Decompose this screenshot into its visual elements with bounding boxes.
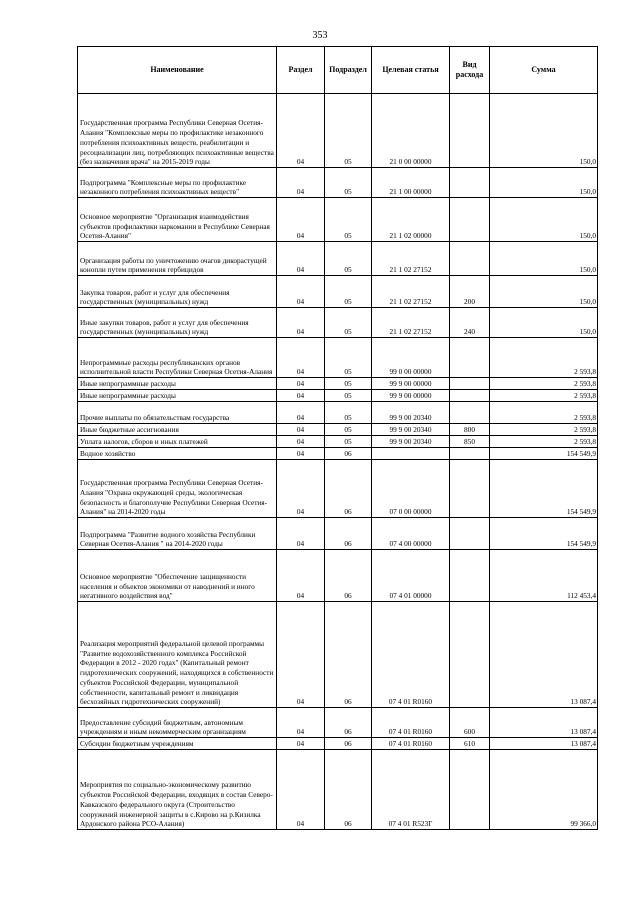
- table-row: [78, 436, 598, 448]
- row-target: 21 1 02 27152: [372, 276, 450, 308]
- row-name: Подпрограмма "Комплексные меры по профилактике незаконного потребления психоактивных веществ": [78, 168, 277, 198]
- header-subsection: Подраздел: [325, 47, 372, 94]
- row-target: 07 4 01 R0160: [372, 708, 450, 738]
- row-target: 21 1 02 00000: [372, 198, 450, 242]
- table-row: [78, 448, 598, 460]
- row-section: 04: [277, 390, 325, 402]
- row-kind: [450, 402, 490, 424]
- row-amount: 112 453,4: [490, 550, 598, 602]
- row-kind: 850: [450, 436, 490, 448]
- row-target: 99 9 00 20340: [372, 402, 450, 424]
- row-kind: [450, 378, 490, 390]
- row-kind: [450, 94, 490, 168]
- row-amount: 13 087,4: [490, 738, 598, 750]
- page-number: 353: [312, 30, 328, 41]
- row-kind: [450, 550, 490, 602]
- row-name: Государственная программа Республики Северная Осетия-Алания "Охрана окружающей среды, экологическая безопасность и благополучие Республики Северная Осетия-Алания" на 2014-2020 годы: [78, 460, 277, 518]
- table-row: [78, 402, 598, 424]
- row-section: 04: [277, 94, 325, 168]
- table-row: [78, 308, 598, 338]
- row-amount: 99 366,0: [490, 750, 598, 830]
- row-subsection: 05: [325, 308, 372, 338]
- row-section: 04: [277, 168, 325, 198]
- row-subsection: 05: [325, 276, 372, 308]
- table-row: [78, 708, 598, 738]
- row-name: Государственная программа Республики Северная Осетия-Алания "Комплексные меры по профилактике незаконного потребления психоактивных веществ, реабилитации и ресоциализации лиц, потребляющих психоактивные вещества (без назначения врача" на 2015-2019 годы: [78, 94, 277, 168]
- row-name: Подпрограмма "Развитие водного хозяйства Республики Северная Осетия-Алания " на 2014-2020 годы: [78, 518, 277, 550]
- row-target: 07 4 01 00000: [372, 550, 450, 602]
- row-subsection: 06: [325, 738, 372, 750]
- table-row: [78, 602, 598, 708]
- table-row: [78, 338, 598, 378]
- row-target: 99 0 00 00000: [372, 338, 450, 378]
- row-section: 04: [277, 448, 325, 460]
- row-target: 21 0 00 00000: [372, 94, 450, 168]
- row-amount: 2 593,8: [490, 338, 598, 378]
- table-row: [78, 198, 598, 242]
- row-target: 07 4 01 R0160: [372, 602, 450, 708]
- header-amount: Сумма: [490, 47, 598, 94]
- row-kind: [450, 448, 490, 460]
- row-subsection: 06: [325, 550, 372, 602]
- row-amount: 2 593,8: [490, 424, 598, 436]
- row-section: 04: [277, 708, 325, 738]
- row-subsection: 05: [325, 198, 372, 242]
- row-amount: 2 593,8: [490, 402, 598, 424]
- table-row: [78, 738, 598, 750]
- row-subsection: 06: [325, 750, 372, 830]
- row-subsection: 06: [325, 460, 372, 518]
- row-name: Мероприятия по социально-экономическому развитию субъектов Российской Федерации, входящих в состав Северо-Кавказского федерального округа (Строительство сооружений инженерной защиты в с.Кирово на р.Кизилка Ардонского района РСО-Алания): [78, 750, 277, 830]
- row-name: Организация работы по уничтожению очагов дикорастущей конопли путем применения гербицидов: [78, 242, 277, 276]
- row-kind: 600: [450, 708, 490, 738]
- row-subsection: 05: [325, 242, 372, 276]
- row-subsection: 06: [325, 448, 372, 460]
- table-row: [78, 550, 598, 602]
- row-amount: 150,0: [490, 94, 598, 168]
- row-kind: [450, 242, 490, 276]
- row-name: Основное мероприятие "Обеспечение защищенности населения и объектов экономики от наводнений и иного негативного воздействия вод": [78, 550, 277, 602]
- row-name: Непрограммные расходы республиканских органов исполнительной власти Республики Северная Осетия-Алания: [78, 338, 277, 378]
- row-target: 99 9 00 20340: [372, 436, 450, 448]
- row-subsection: 05: [325, 402, 372, 424]
- row-amount: 2 593,8: [490, 390, 598, 402]
- row-subsection: 05: [325, 424, 372, 436]
- row-section: 04: [277, 550, 325, 602]
- table-row: [78, 460, 598, 518]
- header-section: Раздел: [277, 47, 325, 94]
- row-name: Иные непрограммные расходы: [78, 378, 277, 390]
- row-kind: [450, 168, 490, 198]
- row-name: Закупка товаров, работ и услуг для обеспечения государственных (муниципальных) нужд: [78, 276, 277, 308]
- row-kind: [450, 518, 490, 550]
- row-kind: [450, 390, 490, 402]
- row-target: 99 9 00 00000: [372, 378, 450, 390]
- row-name: Уплата налогов, сборов и иных платежей: [78, 436, 277, 448]
- row-target: 07 0 00 00000: [372, 460, 450, 518]
- row-section: 04: [277, 276, 325, 308]
- row-target: 21 1 02 27152: [372, 308, 450, 338]
- table-row: [78, 750, 598, 830]
- row-target: [372, 448, 450, 460]
- table-row: [78, 518, 598, 550]
- row-section: 04: [277, 436, 325, 448]
- row-subsection: 06: [325, 602, 372, 708]
- row-target: 99 9 00 20340: [372, 424, 450, 436]
- row-name: Водное хозяйство: [78, 448, 277, 460]
- row-section: 04: [277, 460, 325, 518]
- row-name: Основное мероприятие "Организация взаимодействия субъектов профилактики наркомании в Республике Северная Осетия-Алания": [78, 198, 277, 242]
- row-amount: 2 593,8: [490, 378, 598, 390]
- table-row: [78, 168, 598, 198]
- row-section: 04: [277, 424, 325, 436]
- row-subsection: 06: [325, 518, 372, 550]
- table-row: [78, 242, 598, 276]
- row-subsection: 05: [325, 168, 372, 198]
- row-section: 04: [277, 338, 325, 378]
- row-name: Иные бюджетные ассигнования: [78, 424, 277, 436]
- row-kind: 610: [450, 738, 490, 750]
- row-target: 07 4 01 R523Г: [372, 750, 450, 830]
- row-kind: [450, 460, 490, 518]
- row-subsection: 05: [325, 338, 372, 378]
- row-amount: 13 087,4: [490, 708, 598, 738]
- row-amount: 150,0: [490, 168, 598, 198]
- row-section: 04: [277, 602, 325, 708]
- row-kind: 240: [450, 308, 490, 338]
- row-name: Субсидии бюджетным учреждениям: [78, 738, 277, 750]
- table-row: [78, 390, 598, 402]
- table-row: [78, 424, 598, 436]
- header-name: Наименование: [78, 47, 277, 94]
- table-row: [78, 276, 598, 308]
- row-name: Предоставление субсидий бюджетным, автономным учреждениям и иным некоммерческим организациям: [78, 708, 277, 738]
- row-target: 99 9 00 00000: [372, 390, 450, 402]
- row-section: 04: [277, 518, 325, 550]
- row-subsection: 05: [325, 436, 372, 448]
- table-row: [78, 378, 598, 390]
- row-kind: [450, 338, 490, 378]
- row-target: 07 4 01 R0160: [372, 738, 450, 750]
- row-kind: [450, 198, 490, 242]
- row-amount: 150,0: [490, 308, 598, 338]
- row-section: 04: [277, 378, 325, 390]
- header-kind: Вид расхода: [450, 47, 490, 94]
- row-amount: 13 087,4: [490, 602, 598, 708]
- row-subsection: 05: [325, 390, 372, 402]
- row-amount: 154 549,9: [490, 448, 598, 460]
- row-amount: 2 593,8: [490, 436, 598, 448]
- row-amount: 150,0: [490, 242, 598, 276]
- row-amount: 150,0: [490, 276, 598, 308]
- row-amount: 154 549,9: [490, 460, 598, 518]
- header-target: Целевая статья: [372, 47, 450, 94]
- row-kind: [450, 750, 490, 830]
- row-target: 07 4 00 00000: [372, 518, 450, 550]
- row-subsection: 06: [325, 708, 372, 738]
- row-target: 21 1 00 00000: [372, 168, 450, 198]
- table-header-row: [78, 47, 598, 94]
- row-kind: [450, 602, 490, 708]
- row-subsection: 05: [325, 94, 372, 168]
- row-amount: 154 549,9: [490, 518, 598, 550]
- row-section: 04: [277, 738, 325, 750]
- row-section: 04: [277, 242, 325, 276]
- row-section: 04: [277, 402, 325, 424]
- row-section: 04: [277, 750, 325, 830]
- row-kind: 800: [450, 424, 490, 436]
- budget-table: [77, 46, 598, 830]
- row-target: 21 1 02 27152: [372, 242, 450, 276]
- row-name: Иные закупки товаров, работ и услуг для обеспечения государственных (муниципальных) нужд: [78, 308, 277, 338]
- row-subsection: 05: [325, 378, 372, 390]
- row-section: 04: [277, 198, 325, 242]
- row-amount: 150,0: [490, 198, 598, 242]
- row-name: Прочие выплаты по обязательствам государства: [78, 402, 277, 424]
- row-section: 04: [277, 308, 325, 338]
- row-kind: 200: [450, 276, 490, 308]
- table-row: [78, 94, 598, 168]
- row-name: Реализация мероприятий федеральной целевой программы "Развитие водохозяйственного комплекса Российской Федерации в 2012 - 2020 годах" (Капитальный ремонт гидротехнических сооружений, находящихся в собственности субъектов Российской Федерации, муниципальной собственности, капитальный ремонт и ликвидация бесхозяйных гидротехнических сооружений): [78, 602, 277, 708]
- row-name: Иные непрограммные расходы: [78, 390, 277, 402]
